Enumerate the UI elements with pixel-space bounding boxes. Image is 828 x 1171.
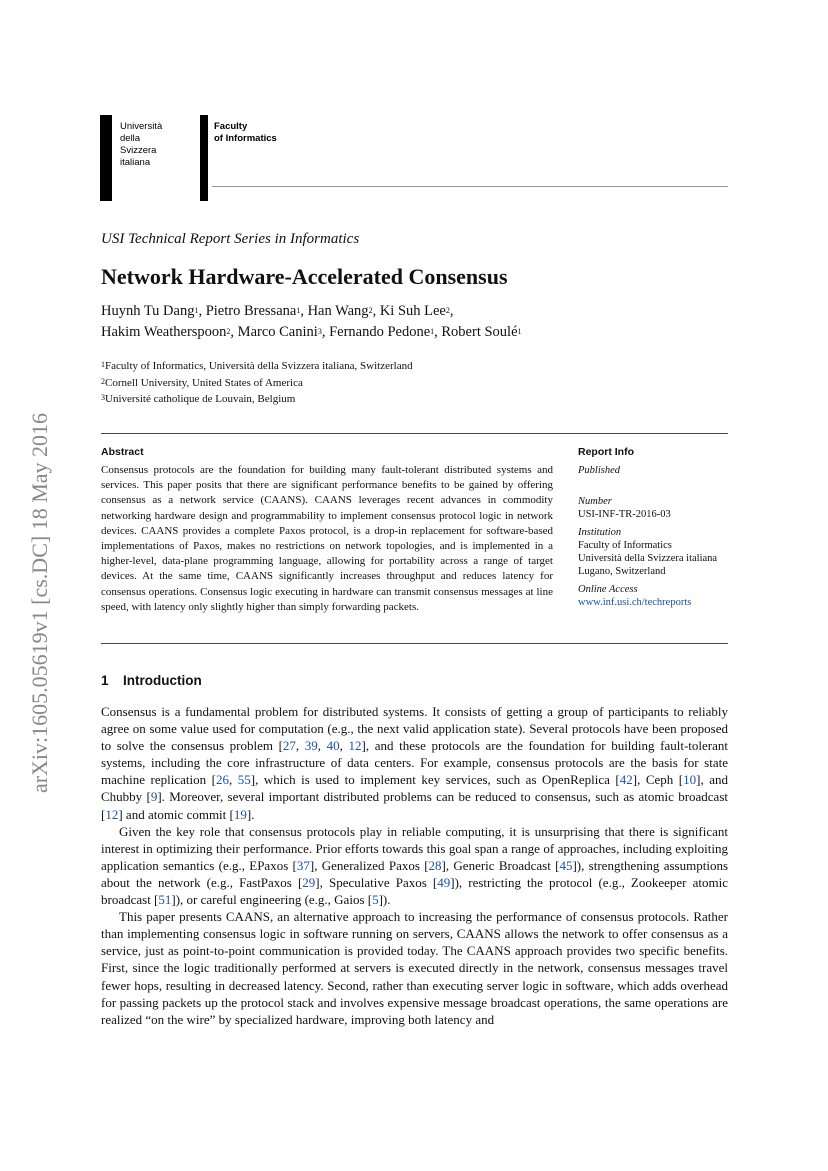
body-text: This paper presents CAANS, an alternative approach to increasing the performance of consensus protocols. Rather than implementing consensus logic in software running on servers, CAANS allows the network to offer consensus as a service, just as point-to-point communication is provided today. The CAANS approach provides two specific benefits. First, since the logic traditionally performed at servers is executed directly in the network, consensus messages travel fewer hops, resulting in decreased latency. Second, rather than executing server logic in software, which adds overhead for passing packets up the protocol stack and involves expensive message broadcast operations, the same operations are realized “on the wire” by specialized hardware, improving both latency and <box>101 909 728 1027</box>
body-text: , <box>295 738 305 754</box>
header-rule <box>212 186 728 187</box>
body-text: ] and atomic commit [ <box>118 806 234 822</box>
citation-link[interactable]: 49 <box>437 874 451 890</box>
citation-link[interactable]: 51 <box>158 892 172 908</box>
report-series: USI Technical Report Series in Informatics <box>101 231 360 247</box>
body-text: ], Generalized Paxos [ <box>309 857 429 873</box>
author-line-1: Huynh Tu Dang$^1$, Pietro Bressana$^1$, Han Wang$^2$, Ki Suh Lee$^2$, <box>101 303 454 319</box>
institution-value: Faculty of Informatics Università della Svizzera italiana Lugano, Switzerland <box>578 540 718 577</box>
affiliation: $^3$Université catholique de Louvain, Belgium <box>101 393 296 405</box>
logo-bar-right <box>200 115 208 201</box>
author: Ki Suh Lee <box>379 303 446 319</box>
faculty-name: Faculty of Informatics <box>214 121 277 144</box>
report-info-heading: Report Info <box>578 446 634 458</box>
citation-link[interactable]: 27 <box>282 738 296 754</box>
institution-label: Institution <box>578 527 622 538</box>
abstract-text: Consensus protocols are the foundation for building many fault-tolerant distributed systems and services. This paper posits that there are significant performance benefits to be gained by offering consensus as a network service (CAANS). CAANS leverages recent advances in commodity networking hardware design and programmability to implement consensus protocol logic in network devices. CAANS provides a complete Paxos protocol, is a drop-in replacement for software-based implementations of Paxos, makes no restrictions on network topologies, and is implemented in a higher-level, data-plane programming language, allowing for portability across a range of target devices. At the same time, CAANS significantly increases throughput and reduces latency for consensus operations. Consensus logic executing in hardware can transmit consensus messages at line speed, with latency only slightly higher than simply forwarding packets. <box>101 464 553 613</box>
number-label: Number <box>578 496 612 507</box>
author-line-2: Hakim Weatherspoon$^2$, Marco Canini$^3$, Fernando Pedone$^1$, Robert Soulé$^1$ <box>101 324 522 340</box>
paper-title: Network Hardware-Accelerated Consensus <box>101 264 508 289</box>
arxiv-stamp: arXiv:1605.05619v1 [cs.DC] 18 May 2016 <box>27 412 52 794</box>
citation-link[interactable]: 26 <box>215 772 229 788</box>
body-paragraph <box>101 823 728 908</box>
author-affiliation-mark: 2 <box>226 327 231 336</box>
author-affiliation-mark: 1 <box>517 327 522 336</box>
body-text: ], Generic Broadcast [ <box>441 857 560 873</box>
body-text: Consensus is a fundamental problem for distributed systems. It consists of getting a group of participants to reliably agree on some value used for computation (e.g., the next valid application state). Several protocols have been proposed to solve the consensus problem [ <box>101 704 728 754</box>
section-number: 1 <box>101 673 109 688</box>
body-text: ], and these protocols are the foundation for building fault-tolerant systems, including the core infrastructure of data centers. For example, consensus protocols are the basis for state machine replication [ <box>101 738 729 788</box>
citation-link[interactable]: 55 <box>237 772 251 788</box>
section-title: Introduction <box>123 673 202 688</box>
author-affiliation-mark: 1 <box>194 306 199 315</box>
citation-link[interactable]: 28 <box>428 857 442 873</box>
citation-link[interactable]: 9 <box>150 789 158 805</box>
published-label: Published <box>578 465 620 476</box>
author-list <box>101 301 522 343</box>
body-text: ]. <box>246 806 255 822</box>
author: Han Wang <box>307 303 369 319</box>
abstract-heading: Abstract <box>101 446 144 458</box>
citation-link[interactable]: 5 <box>372 892 379 908</box>
citation-link[interactable]: 19 <box>233 806 247 822</box>
author: Huynh Tu Dang <box>101 303 195 319</box>
citation-link[interactable]: 37 <box>296 857 310 873</box>
body-text: ]. Moreover, several important distributed problems can be reduced to consensus, such as atomic broadcast [ <box>101 789 728 822</box>
author: Hakim Weatherspoon <box>101 324 227 340</box>
author-affiliation-mark: 2 <box>368 306 373 315</box>
author-affiliation-mark: 3 <box>317 327 322 336</box>
citation-link[interactable]: 29 <box>302 874 316 890</box>
report-number: USI-INF-TR-2016-03 <box>578 509 671 520</box>
body-text: ]), restricting the protocol (e.g., Zookeeper atomic broadcast [ <box>101 874 728 908</box>
citation-link[interactable]: 42 <box>619 772 633 788</box>
body-text: ], Speculative Paxos [ <box>315 874 438 890</box>
logo-bar-left <box>100 115 112 201</box>
abstract-top-rule <box>101 433 728 434</box>
body-text: ]), or careful engineering (e.g., Gaios [ <box>171 892 373 908</box>
citation-link[interactable]: 39 <box>304 738 318 754</box>
body-text: ], and Chubby [ <box>101 772 728 805</box>
citation-link[interactable]: 12 <box>105 806 119 822</box>
body-paragraph <box>101 908 728 1028</box>
university-name: Università della Svizzera italiana <box>120 121 163 168</box>
body-text: , <box>339 738 349 754</box>
citation-link[interactable]: 10 <box>683 772 697 788</box>
author-affiliation-mark: 1 <box>430 327 435 336</box>
abstract-bottom-rule <box>101 643 728 644</box>
body-text: , <box>228 772 238 788</box>
author: Robert Soulé <box>441 324 518 340</box>
body-paragraph <box>101 703 728 823</box>
introduction-body <box>101 703 728 1028</box>
body-text: ], which is used to implement key services, such as OpenReplica [ <box>250 772 620 788</box>
online-access-label: Online Access <box>578 584 638 595</box>
body-text: ], Ceph [ <box>632 772 684 788</box>
affiliation-list <box>101 358 413 408</box>
body-text: , <box>317 738 327 754</box>
citation-link[interactable]: 40 <box>326 738 340 754</box>
section-heading <box>101 673 202 688</box>
body-text: Given the key role that consensus protocols play in reliable computing, it is unsurprising that there is significant interest in optimizing their performance. Prior efforts towards this goal span a range of approaches, including exploiting application semantics (e.g., EPaxos [ <box>101 823 728 873</box>
author: Marco Canini <box>237 324 318 340</box>
author-affiliation-mark: 1 <box>296 306 301 315</box>
affiliation: $^2$Cornell University, United States of America <box>101 376 303 389</box>
author: Pietro Bressana <box>205 303 297 319</box>
author-affiliation-mark: 2 <box>445 306 450 315</box>
affiliation: $^1$Faculty of Informatics, Università della Svizzera italiana, Switzerland <box>101 360 413 372</box>
author: Fernando Pedone <box>329 324 431 340</box>
citation-link[interactable]: 45 <box>559 857 573 873</box>
citation-link[interactable]: 12 <box>348 738 362 754</box>
body-text: ]). <box>378 892 391 908</box>
techreports-link[interactable]: www.inf.usi.ch/techreports <box>578 597 692 608</box>
body-text: ]), strengthening assumptions about the network (e.g., FastPaxos [ <box>101 857 729 890</box>
